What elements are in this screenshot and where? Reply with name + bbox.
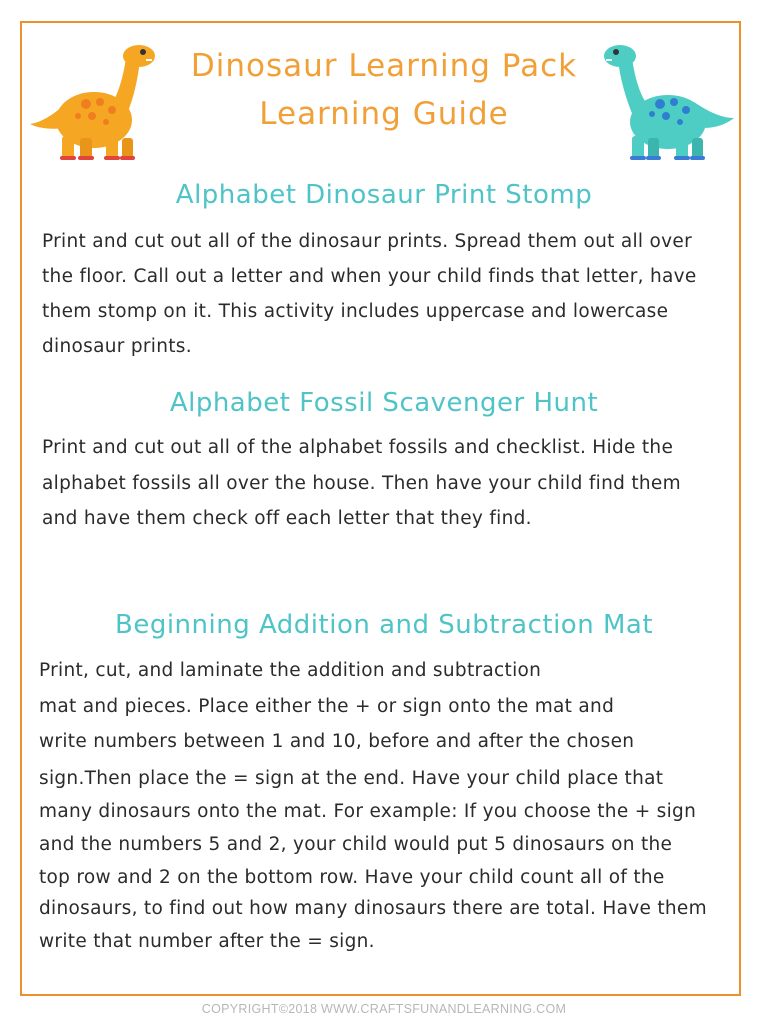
section-text-line: Print and cut out all of the dinosaur prints. Spread them out all over bbox=[42, 231, 692, 252]
section-text-line: alphabet fossils all over the house. Then have your child find them bbox=[42, 473, 681, 494]
section-text-line: the floor. Call out a letter and when your child finds that letter, have bbox=[42, 266, 697, 287]
section-text-line: sign.Then place the = sign at the end. Have your child place that bbox=[39, 768, 664, 789]
section-text-line: Print, cut, and laminate the addition and subtraction bbox=[39, 660, 542, 681]
section-text-line: and have them check off each letter that they find. bbox=[42, 508, 532, 529]
section-heading-fossil-hunt: Alphabet Fossil Scavenger Hunt bbox=[169, 388, 599, 418]
section-text-line: write numbers between 1 and 10, before and after the chosen bbox=[39, 731, 635, 752]
page-subtitle: Learning Guide bbox=[259, 96, 509, 132]
section-heading-addition-mat: Beginning Addition and Subtraction Mat bbox=[114, 610, 654, 640]
section-text-line: many dinosaurs onto the mat. For example: If you choose the + sign bbox=[39, 801, 697, 822]
section-text-line: and the numbers 5 and 2, your child would put 5 dinosaurs on the bbox=[39, 834, 673, 855]
section-heading-print-stomp: Alphabet Dinosaur Print Stomp bbox=[175, 180, 593, 210]
section-text-line: write that number after the = sign. bbox=[39, 931, 375, 952]
section-text-line: dinosaurs, to find out how many dinosaurs there are total. Have them bbox=[39, 898, 707, 919]
section-text-line: Print and cut out all of the alphabet fossils and checklist. Hide the bbox=[42, 437, 674, 458]
section-text-line: top row and 2 on the bottom row. Have your child count all of the bbox=[39, 867, 665, 888]
section-text-line: dinosaur prints. bbox=[42, 336, 192, 357]
section-text-line: mat and pieces. Place either the + or sign onto the mat and bbox=[39, 696, 615, 717]
page-title: Dinosaur Learning Pack bbox=[190, 48, 578, 84]
copyright-footer: COPYRIGHT©2018 WWW.CRAFTSFUNANDLEARNING.COM bbox=[201, 1002, 567, 1016]
section-text-line: them stomp on it. This activity includes uppercase and lowercase bbox=[42, 301, 669, 322]
